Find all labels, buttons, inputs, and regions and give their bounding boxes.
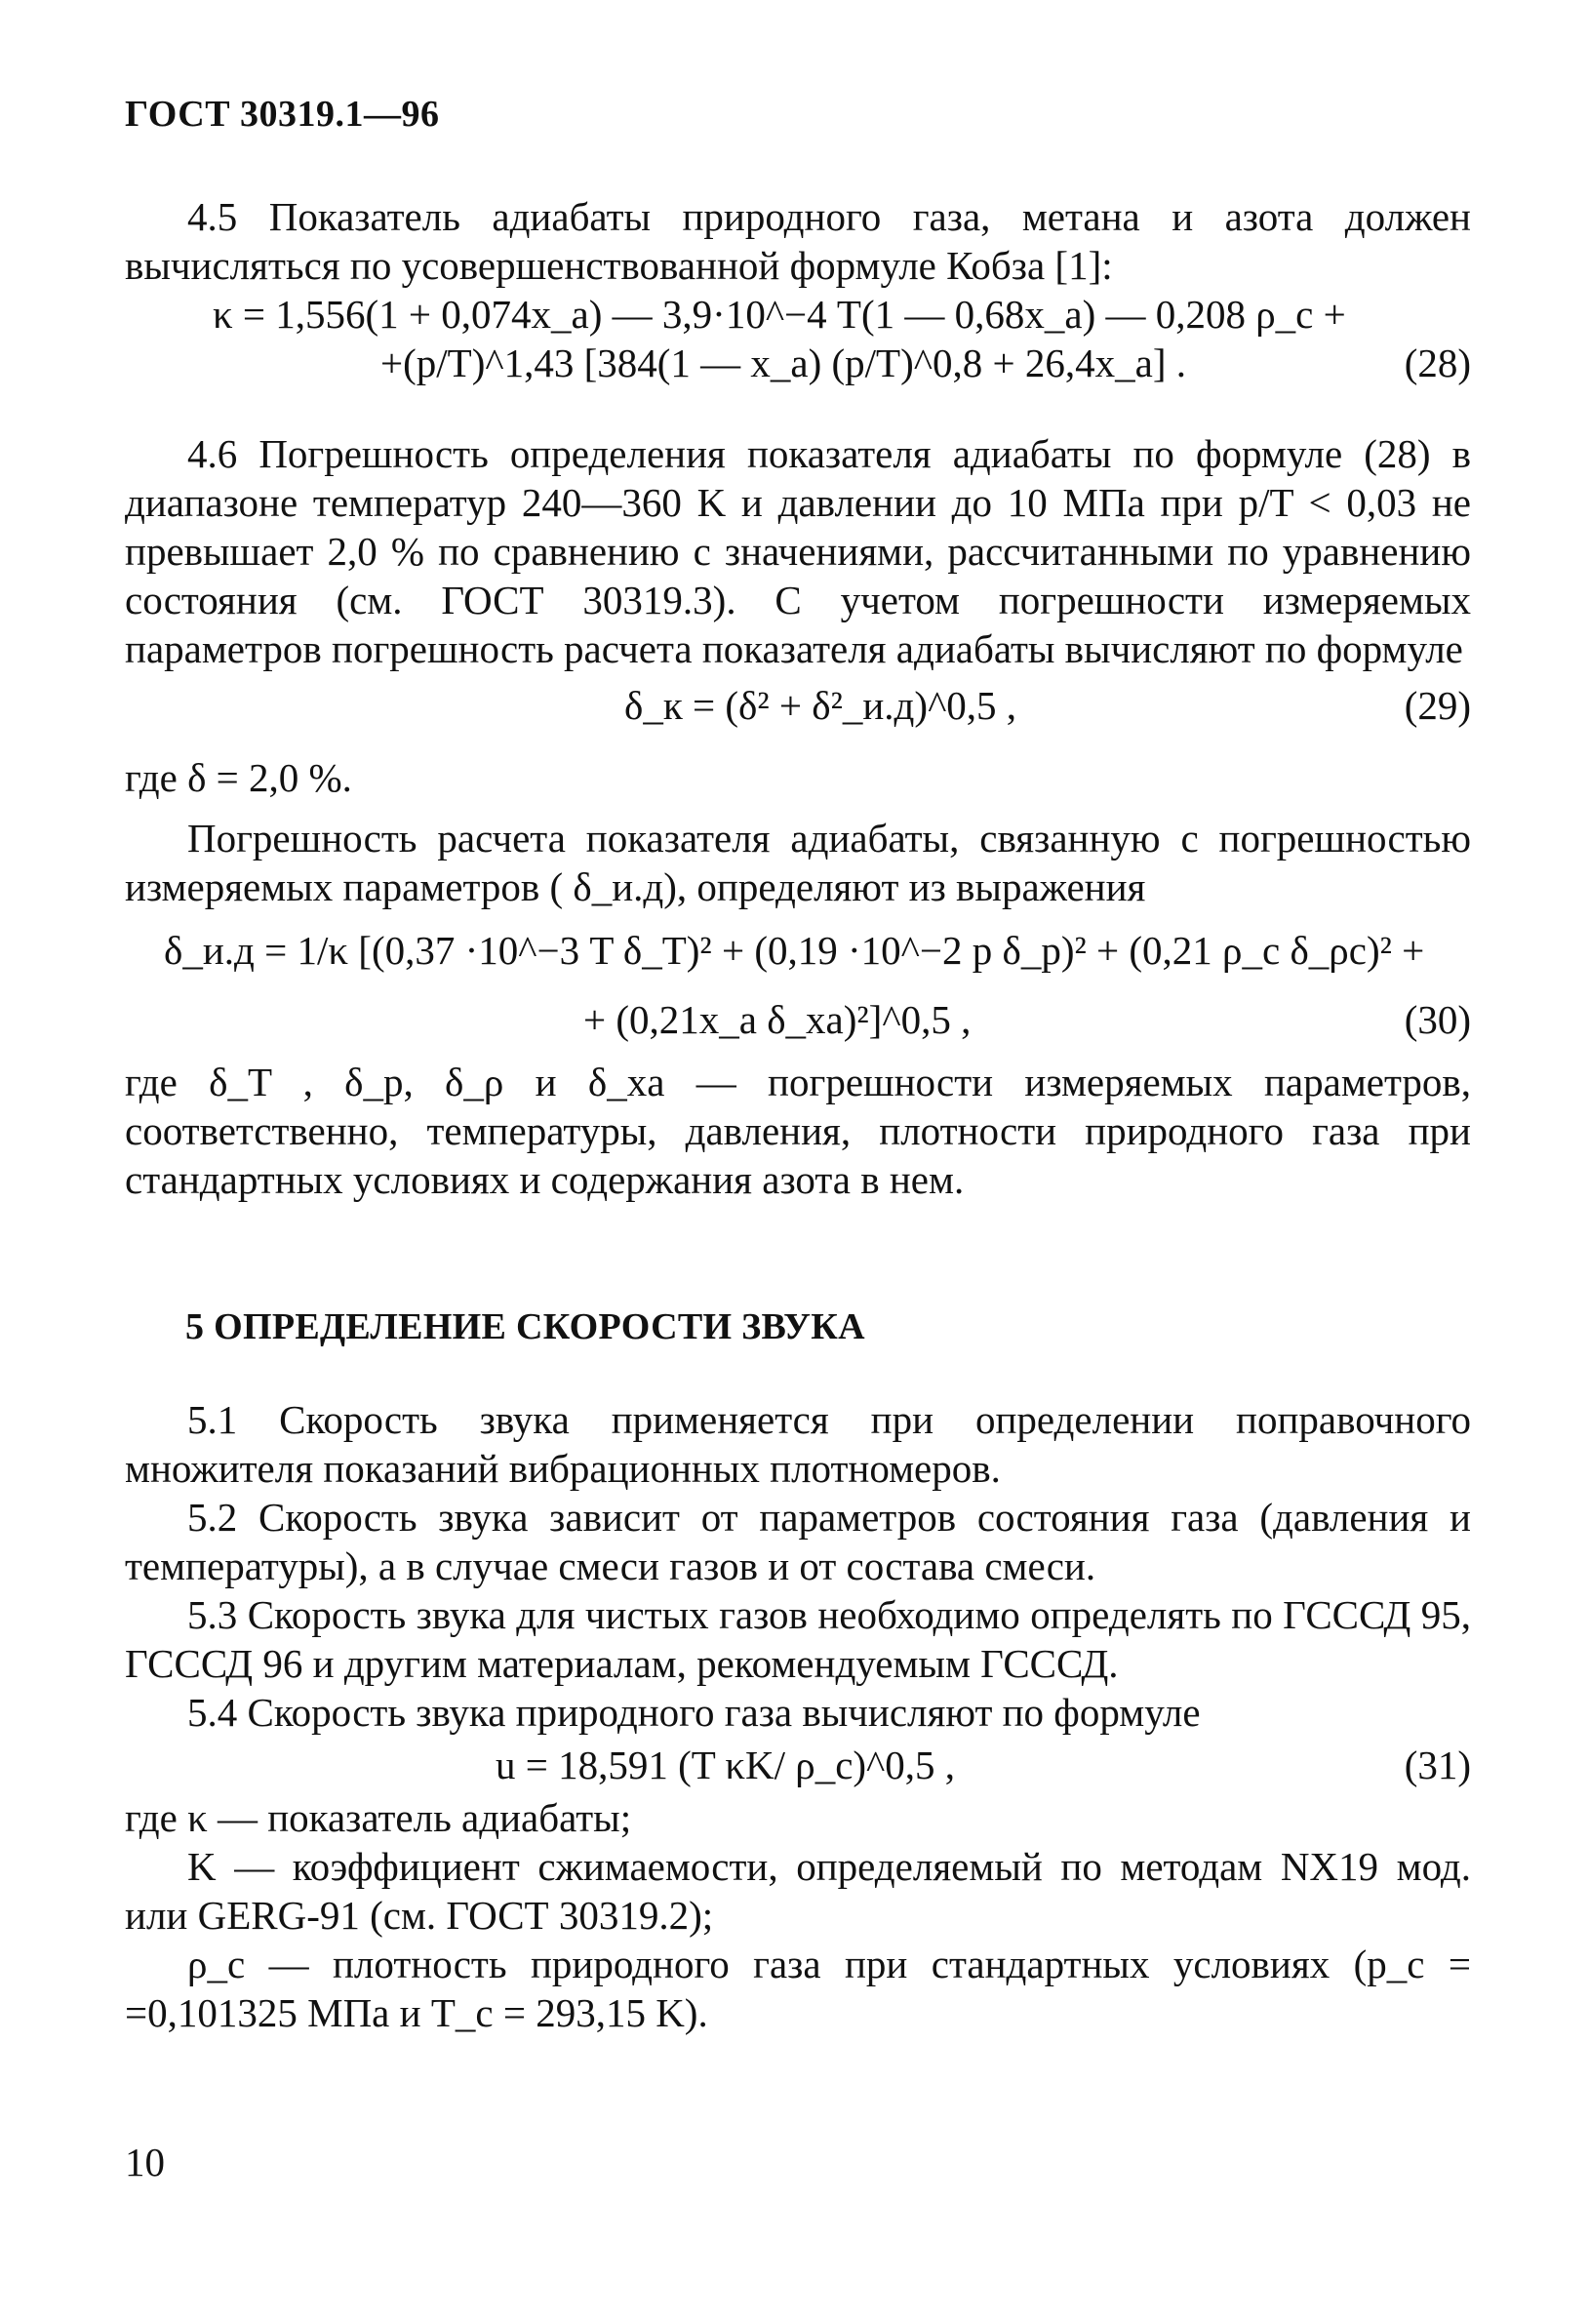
equation-number-30: (30) — [1404, 997, 1471, 1042]
paragraph-5-4: 5.4 Скорость звука природного газа вычисляют по формуле — [187, 1690, 1201, 1735]
where-K: K — коэффициент сжимаемости, определяемый по методам NX19 мод. или GERG-91 (см. ГОСТ 30319.2); — [125, 1844, 1471, 1938]
section-4-6 — [125, 429, 1471, 1204]
formula-28-line1 — [125, 290, 1471, 339]
paragraph-5-3: 5.3 Скорость звука для чистых газов необходимо определять по ГСССД 95, ГСССД 96 и другим материалам, рекомендуемым ГСССД. — [125, 1592, 1471, 1686]
formula-30-expr1: δ_и.д = 1/κ [(0,37 ·10^−3 T δ_T)² + (0,19 ·10^−2 p δ_p)² + (0,21 ρ_c δ_ρc)² + — [164, 928, 1425, 973]
equation-number-28: (28) — [1404, 341, 1471, 385]
formula-31-expr: u = 18,591 (T κK/ ρ_c)^0,5 , — [496, 1743, 956, 1787]
section-5-title: 5 ОПРЕДЕЛЕНИЕ СКОРОСТИ ЗВУКА — [185, 1306, 865, 1347]
formula-30-line1 — [125, 911, 1471, 989]
paragraph-error-intro: Погрешность расчета показателя адиабаты, связанную с погрешностью измеряемых параметров ( δ_и.д), определяют из выражения — [125, 816, 1471, 909]
section-5-body — [125, 1395, 1471, 2037]
paragraph-4-5: 4.5 Показатель адиабаты природного газа, метана и азота должен вычисляться по усовершенствованной формуле Кобза [1]: — [125, 194, 1471, 288]
where-rho: ρ_c — плотность природного газа при стандартных условиях (p_c = =0,101325 МПа и T_c = 293,15 K). — [125, 1942, 1471, 2035]
paragraph-error-params: где δ_T , δ_p, δ_ρ и δ_xa — погрешности измеряемых параметров, соответственно, температуры, давления, плотности природного газа при стандартных условиях и содержания азота в нем. — [125, 1060, 1471, 1202]
formula-31 — [125, 1737, 1471, 1793]
formula-30-line2 — [125, 989, 1471, 1050]
equation-number-29: (29) — [1404, 683, 1471, 728]
section-4-5 — [125, 192, 1471, 387]
where-delta: где δ = 2,0 %. — [125, 755, 352, 800]
paragraph-4-6: 4.6 Погрешность определения показателя адиабаты по формуле (28) в диапазоне температур 240—360 K и давлении до 10 МПа при p/T < 0,03 не превышает 2,0 % по сравнению с значениями, рассчитанными по уравнению состояния (см. ГОСТ 30319.3). С учетом погрешности измеряемых параметров погрешность расчета показателя адиабаты вычисляют по формуле — [125, 431, 1471, 671]
page-number: 10 — [125, 2140, 165, 2184]
formula-28-line2 — [125, 339, 1471, 387]
formula-30-expr2: + (0,21x_a δ_xa)²]^0,5 , — [583, 997, 972, 1042]
formula-29 — [125, 673, 1471, 738]
where-kappa: где κ — показатель адиабаты; — [125, 1795, 632, 1840]
paragraph-5-2: 5.2 Скорость звука зависит от параметров состояния газа (давления и температуры), а в случае смеси газов и от состава смеси. — [125, 1495, 1471, 1588]
document-header: ГОСТ 30319.1—96 — [125, 94, 440, 135]
formula-28-expr2: +(p/T)^1,43 [384(1 — x_a) (p/T)^0,8 + 26,4x_a] . — [380, 341, 1186, 385]
formula-29-expr: δ_к = (δ² + δ²_и.д)^0,5 , — [624, 683, 1017, 728]
equation-number-31: (31) — [1404, 1743, 1471, 1787]
formula-28-expr1: κ = 1,556(1 + 0,074x_a) — 3,9·10^−4 T(1 — 0,68x_a) — 0,208 ρ_c + — [213, 292, 1346, 337]
paragraph-5-1: 5.1 Скорость звука применяется при определении поправочного множителя показаний вибрационных плотномеров. — [125, 1397, 1471, 1491]
